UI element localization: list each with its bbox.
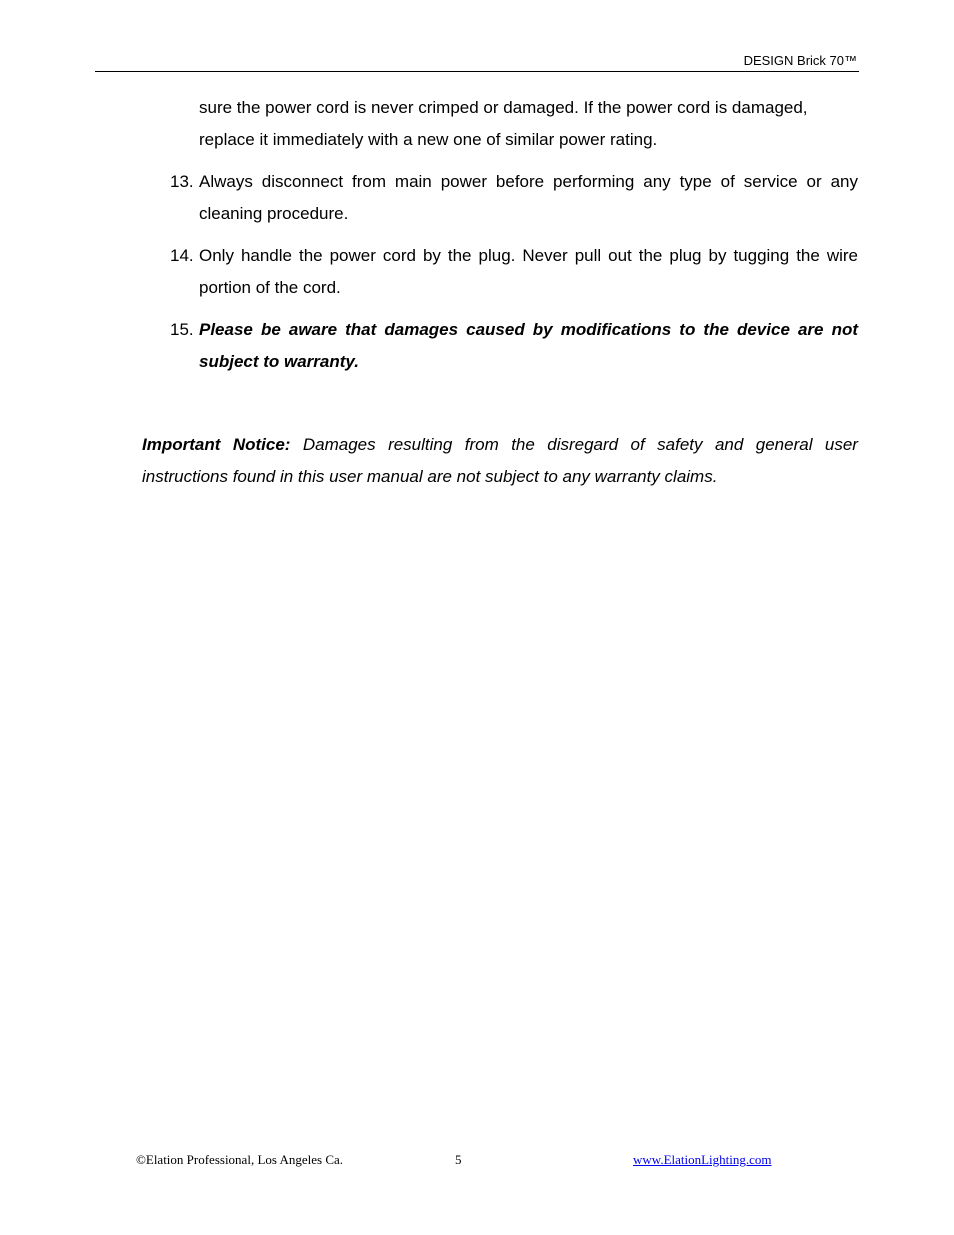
list-item-text: Only handle the power cord by the plug. Never pull out the plug by tugging the wire portion of the cord. xyxy=(199,246,858,297)
list-item-text: Always disconnect from main power before performing any type of service or any cleaning procedure. xyxy=(199,172,858,223)
header-divider xyxy=(95,71,859,72)
continued-line: replace it immediately with a new one of similar power rating. xyxy=(199,130,658,149)
list-item-13 xyxy=(170,166,858,230)
running-header-title: DESIGN Brick 70™ xyxy=(743,53,857,68)
notice-label: Important Notice: xyxy=(142,435,291,454)
list-item-15 xyxy=(170,314,858,378)
footer-copyright: ©Elation Professional, Los Angeles Ca. xyxy=(136,1152,344,1167)
list-item-number: 14. xyxy=(170,246,194,265)
important-notice xyxy=(142,429,858,493)
website-link[interactable]: www.ElationLighting.com xyxy=(633,1152,772,1167)
safety-instruction-list xyxy=(170,166,858,388)
continued-paragraph xyxy=(199,92,864,156)
list-item-number: 13. xyxy=(170,172,194,191)
notice-text: Damages resulting from the disregard of safety and general user instructions found in this user manual are not subject to any warranty claims. xyxy=(142,435,858,486)
list-item-text: Please be aware that damages caused by modifications to the device are not subject to warranty. xyxy=(199,320,858,371)
continued-line: sure the power cord is never crimped or damaged. If the power cord is damaged, xyxy=(199,98,808,117)
list-item-number: 15. xyxy=(170,320,194,339)
list-item-14 xyxy=(170,240,858,304)
page-number: 5 xyxy=(455,1152,462,1167)
